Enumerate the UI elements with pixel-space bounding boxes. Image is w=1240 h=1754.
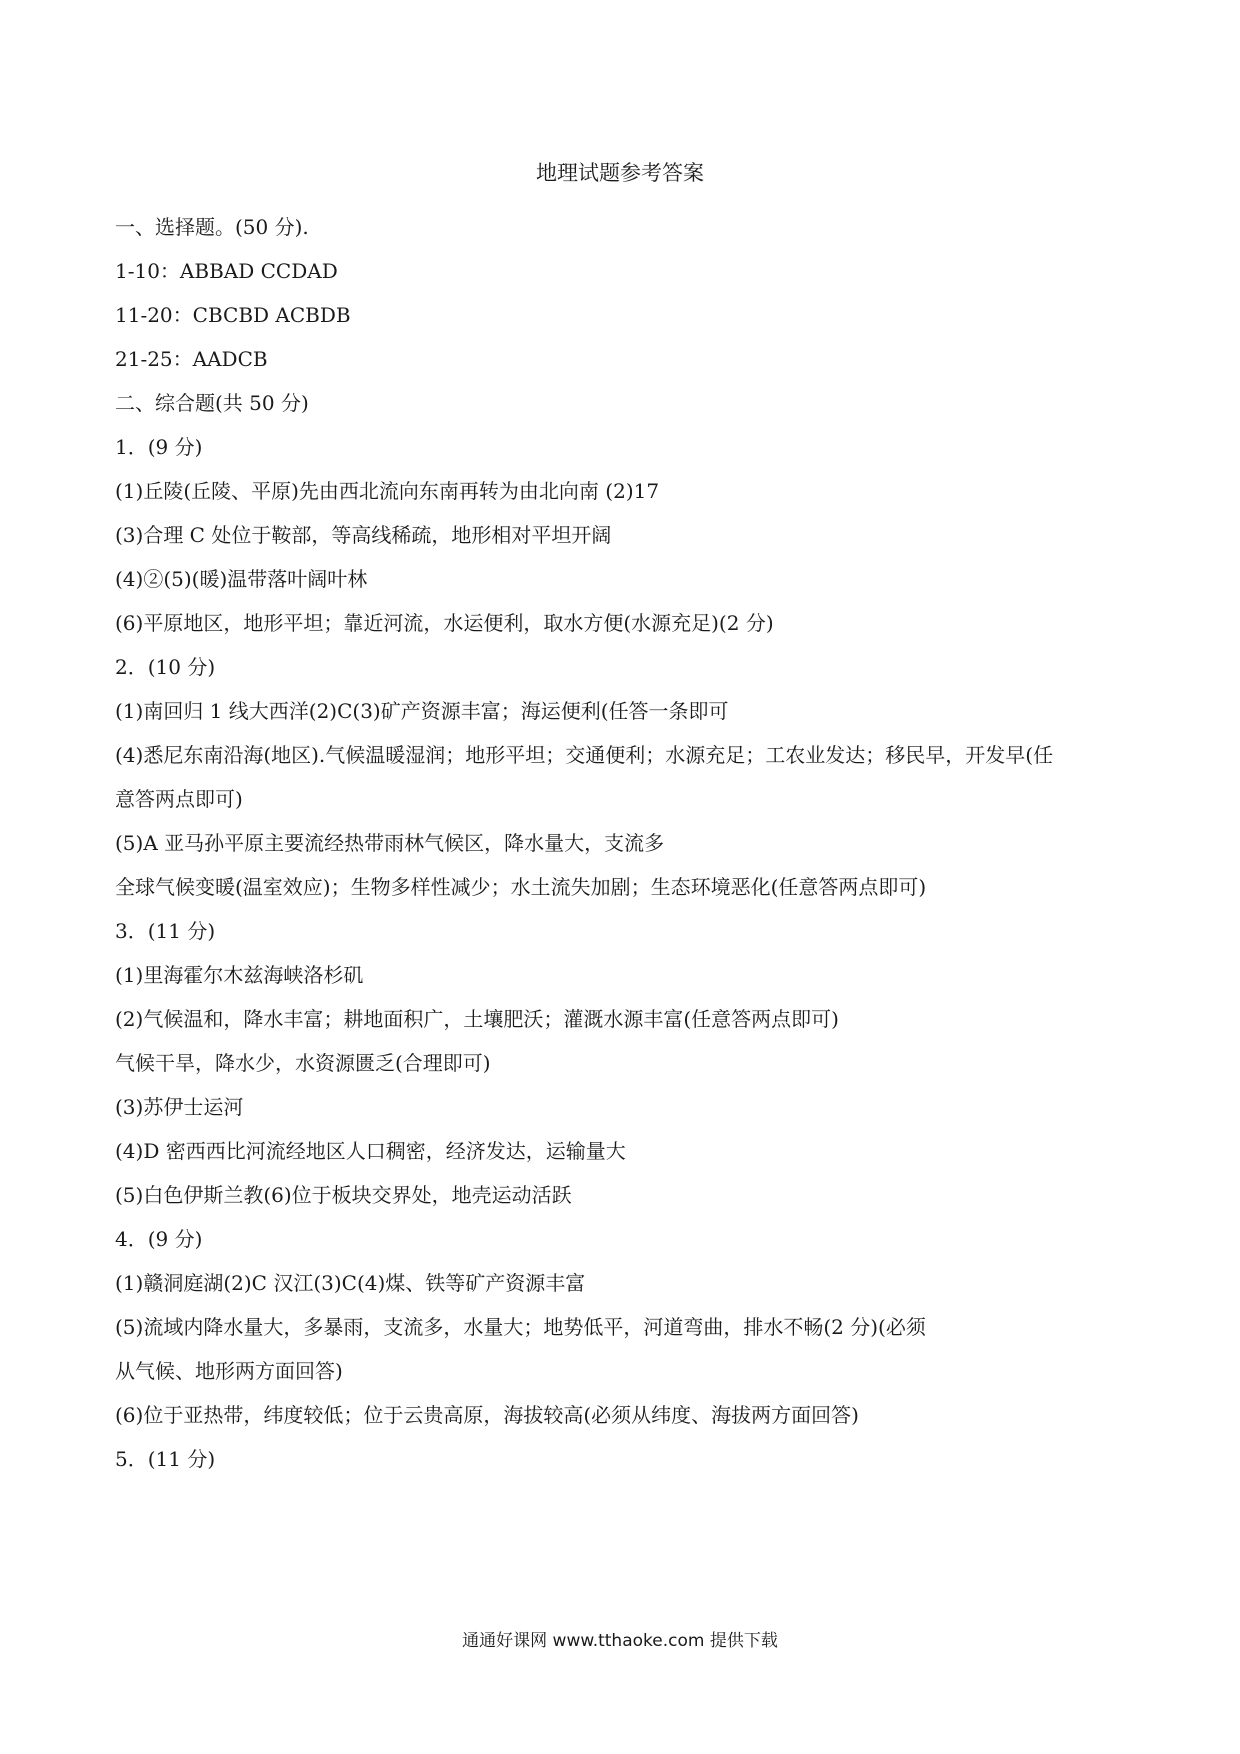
answer-line: (2)气候温和，降水丰富；耕地面积广，土壤肥沃；灌溉水源丰富(任意答两点即可) xyxy=(115,1007,839,1031)
answer-line: 全球气候变暖(温室效应)；生物多样性减少；水土流失加剧；生态环境恶化(任意答两点即可) xyxy=(115,875,927,899)
answer-line: (3)合理 C 处位于鞍部，等高线稀疏，地形相对平坦开阔 xyxy=(115,523,612,547)
answer-line: 气候干旱，降水少，水资源匮乏(合理即可) xyxy=(115,1051,491,1075)
answer-line: (4)D 密西西比河流经地区人口稠密，经济发达，运输量大 xyxy=(115,1139,626,1163)
answer-line: (5)A 亚马孙平原主要流经热带雨林气候区，降水量大，支流多 xyxy=(115,831,665,855)
question-heading: 2．(10 分) xyxy=(115,655,216,679)
answer-line: (3)苏伊士运河 xyxy=(115,1095,244,1119)
answer-line: 意答两点即可) xyxy=(115,787,243,811)
answer-line: (6)位于亚热带，纬度较低；位于云贵高原，海拔较高(必须从纬度、海拔两方面回答) xyxy=(115,1403,859,1427)
answer-line: (1)赣洞庭湖(2)C 汉江(3)C(4)煤、铁等矿产资源丰富 xyxy=(115,1271,586,1295)
question-heading: 3．(11 分) xyxy=(115,919,216,943)
answer-line: 21-25：AADCB xyxy=(115,347,268,371)
answer-line: (5)白色伊斯兰教(6)位于板块交界处，地壳运动活跃 xyxy=(115,1183,572,1207)
answer-line: 从气候、地形两方面回答) xyxy=(115,1359,343,1383)
answer-line: (4)悉尼东南沿海(地区).气候温暖湿润；地形平坦；交通便利；水源充足；工农业发达；移民早，开发早(任 xyxy=(115,743,1054,767)
answer-line: (1)南回归 1 线大西洋(2)C(3)矿产资源丰富；海运便利(任答一条即可 xyxy=(115,699,729,723)
answer-line: (1)丘陵(丘陵、平原)先由西北流向东南再转为由北向南 (2)17 xyxy=(115,479,660,503)
question-heading: 5．(11 分) xyxy=(115,1447,216,1471)
answer-line: (6)平原地区，地形平坦；靠近河流，水运便利，取水方便(水源充足)(2 分) xyxy=(115,611,774,635)
answer-line: (4)②(5)(暖)温带落叶阔叶林 xyxy=(115,567,368,591)
answer-line: 11-20：CBCBD ACBDB xyxy=(115,303,351,327)
answer-line: 1-10：ABBAD CCDAD xyxy=(115,259,338,283)
footer-source: 通通好课网 www.tthaoke.com 提供下载 xyxy=(462,1631,778,1651)
question-heading: 4．(9 分) xyxy=(115,1227,203,1251)
document-title: 地理试题参考答案 xyxy=(536,161,704,185)
answer-line: (5)流域内降水量大，多暴雨，支流多，水量大；地势低平，河道弯曲，排水不畅(2 分)(必须 xyxy=(115,1315,926,1339)
question-heading: 1．(9 分) xyxy=(115,435,203,459)
section-heading-comprehensive: 二、综合题(共 50 分) xyxy=(115,391,309,415)
section-heading-choice: 一、选择题。(50 分). xyxy=(115,215,309,239)
answer-line: (1)里海霍尔木兹海峡洛杉矶 xyxy=(115,963,364,987)
